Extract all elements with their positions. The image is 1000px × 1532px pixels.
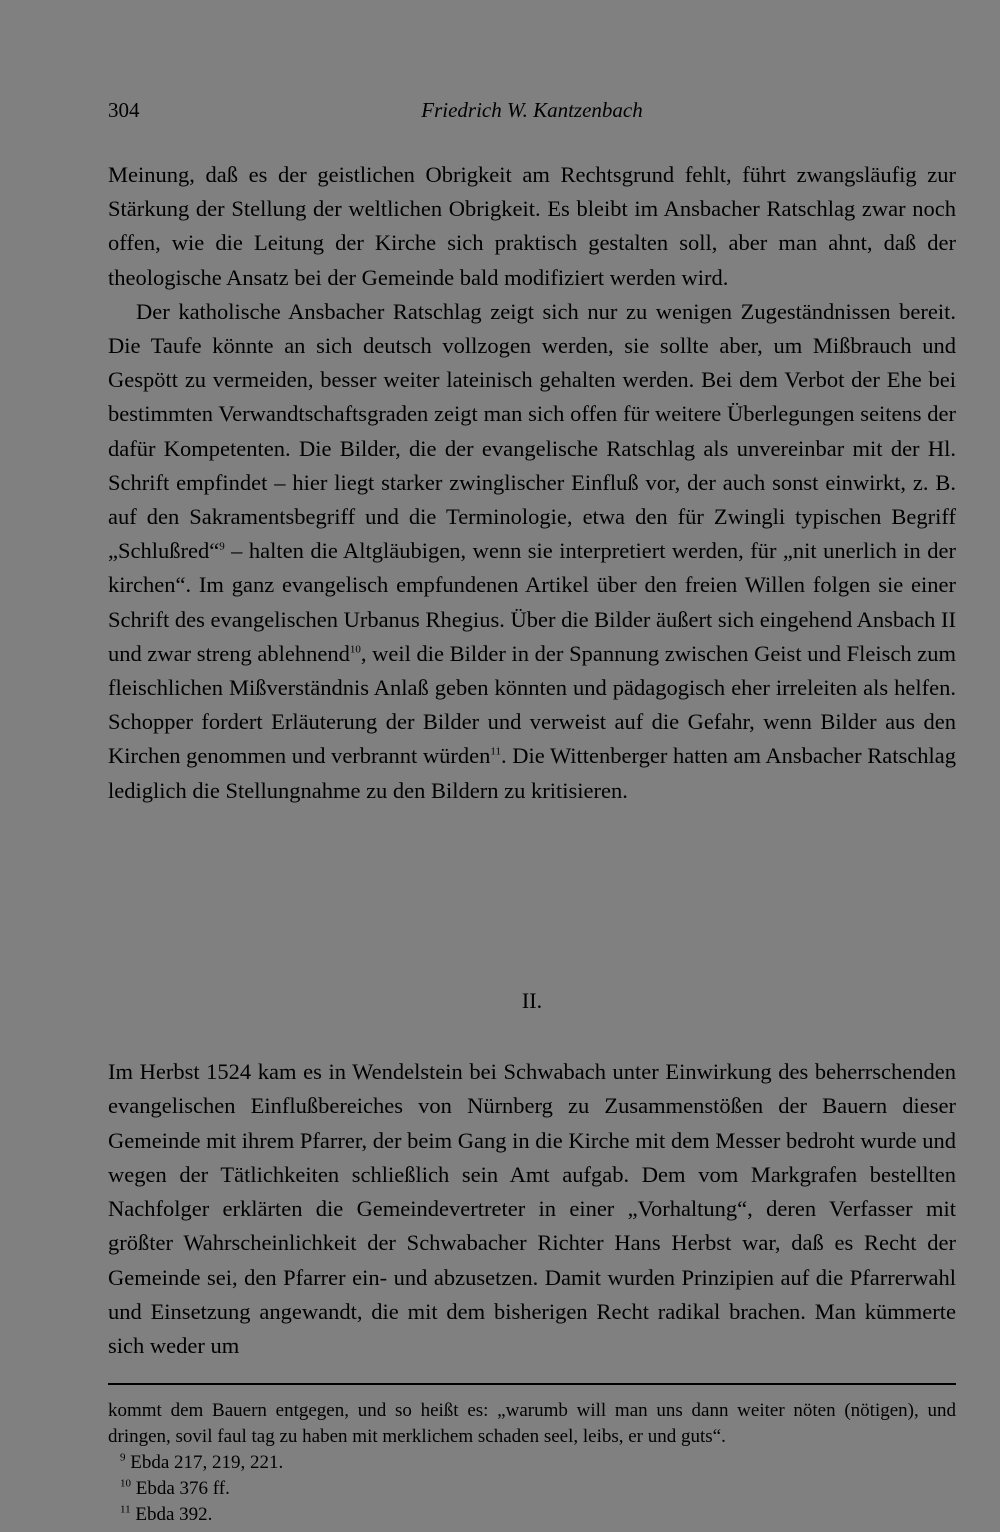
paragraph: Im Herbst 1524 kam es in Wendelstein bei Schwabach unter Einwirkung des beherrschenden evangelischen Einflußbereiches von Nürnberg zu Zusammenstößen der Bauern dieser Gemeinde mit ihrem Pfarrer, der beim Gang in die Kirche mit dem Messer bedroht wurde und wegen der Tätlichkeiten schließlich sein Amt aufgab. Dem vom Markgrafen bestellten Nachfolger erklärten die Gemeindevertreter in einer „Vorhaltung“, deren Verfasser mit größter Wahrscheinlichkeit der Schwabacher Richter Hans Herbst war, daß es Recht der Gemeinde sei, den Pfarrer ein- und abzusetzen. Damit wurden Prinzipien auf die Pfarrerwahl und Einsetzung angewandt, die mit dem bisherigen Recht radikal brachen. Man kümmerte sich weder um [108, 1059, 956, 1359]
paragraph-text: . Die Wittenberger hatten am Ansbacher Ratschlag lediglich die Stellungnahme zu den Bildern zu kritisieren. [108, 743, 956, 803]
paragraph-text: Der katholische Ansbacher Ratschlag zeigt sich nur zu wenigen Zugeständnissen bereit. Die Taufe könnte an sich deutsch vollzogen werden, sie sollte aber, um Mißbrauch und Gespött zu vermeiden, besser weiter lateinisch gehalten werden. Bei dem Verbot der Ehe bei bestimmten Verwandtschaftsgraden zeigt man sich offen für weitere Überlegungen seitens der dafür Kompetenten. Die Bilder, die der evangelische Ratschlag als unvereinbar mit der Hl. Schrift empfindet – hier liegt starker zwinglischer Einfluß vor, der auch sonst einwirkt, z. B. auf den Sakramentsbegriff und die Terminologie, etwa den für Zwingli typischen Begriff „Schlußred“ [108, 298, 956, 564]
footnote-number: 9 [120, 1451, 126, 1464]
footnote-continuation: kommt dem Bauern entgegen, und so heißt es: „warumb will man uns dann weiter nöten (nötigen), und dringen, sovil faul tag zu haben mit merklichem schaden seel, leibs, er und guts“. [108, 1400, 956, 1447]
footnote-reference: 11 [490, 745, 501, 758]
page-header [108, 98, 956, 128]
footnote [108, 1476, 956, 1502]
section-heading: II. [521, 988, 543, 1013]
paragraph: Meinung, daß es der geistlichen Obrigkeit am Rechtsgrund fehlt, führt zwangsläufig zur Stärkung der Stellung der weltlichen Obrigkeit. Es bleibt im Ansbacher Ratschlag zwar noch offen, wie die Leitung der Kirche sich praktisch gestalten soll, aber man ahnt, daß der theologische Ansatz bei der Gemeinde bald modifiziert werden wird. [108, 162, 956, 290]
footnote-divider [108, 1383, 956, 1385]
footnotes [108, 1398, 956, 1528]
running-head: Friedrich W. Kantzenbach [421, 98, 643, 122]
footnote-reference: 10 [349, 643, 361, 656]
footnote-reference: 9 [219, 540, 225, 553]
body-text-section-two [108, 1055, 956, 1364]
paragraph-text: , weil die Bilder in der Spannung zwischen Geist und Fleisch zum fleischlichen Mißverständnis Anlaß geben könnten und pädagogisch eher irreleiten als helfen. Schopper fordert Erläuterung der Bilder und verweist auf die Gefahr, wenn Bilder aus den Kirchen genommen und verbrannt würden [108, 640, 956, 769]
footnote [108, 1502, 956, 1528]
footnote-text: Ebda 217, 219, 221. [130, 1452, 284, 1473]
paragraph-text: – halten die Altgläubigen, wenn sie interpretiert werden, für „nit unerlich in der kirchen“. Im ganz evangelisch empfundenen Artikel über den freien Willen folgen sie einer Schrift des evangelischen Urbanus Rhegius. Über die Bilder äußert sich eingehend Ansbach II und zwar streng ablehnend [108, 538, 956, 666]
footnote-number: 11 [120, 1503, 131, 1516]
footnote [108, 1450, 956, 1476]
footnote-text: Ebda 376 ff. [135, 1478, 230, 1499]
body-text-section-one [108, 158, 956, 808]
paragraph [108, 295, 956, 808]
footnote-number: 10 [120, 1477, 131, 1490]
footnote-text: Ebda 392. [135, 1504, 213, 1525]
page-number: 304 [108, 98, 140, 122]
